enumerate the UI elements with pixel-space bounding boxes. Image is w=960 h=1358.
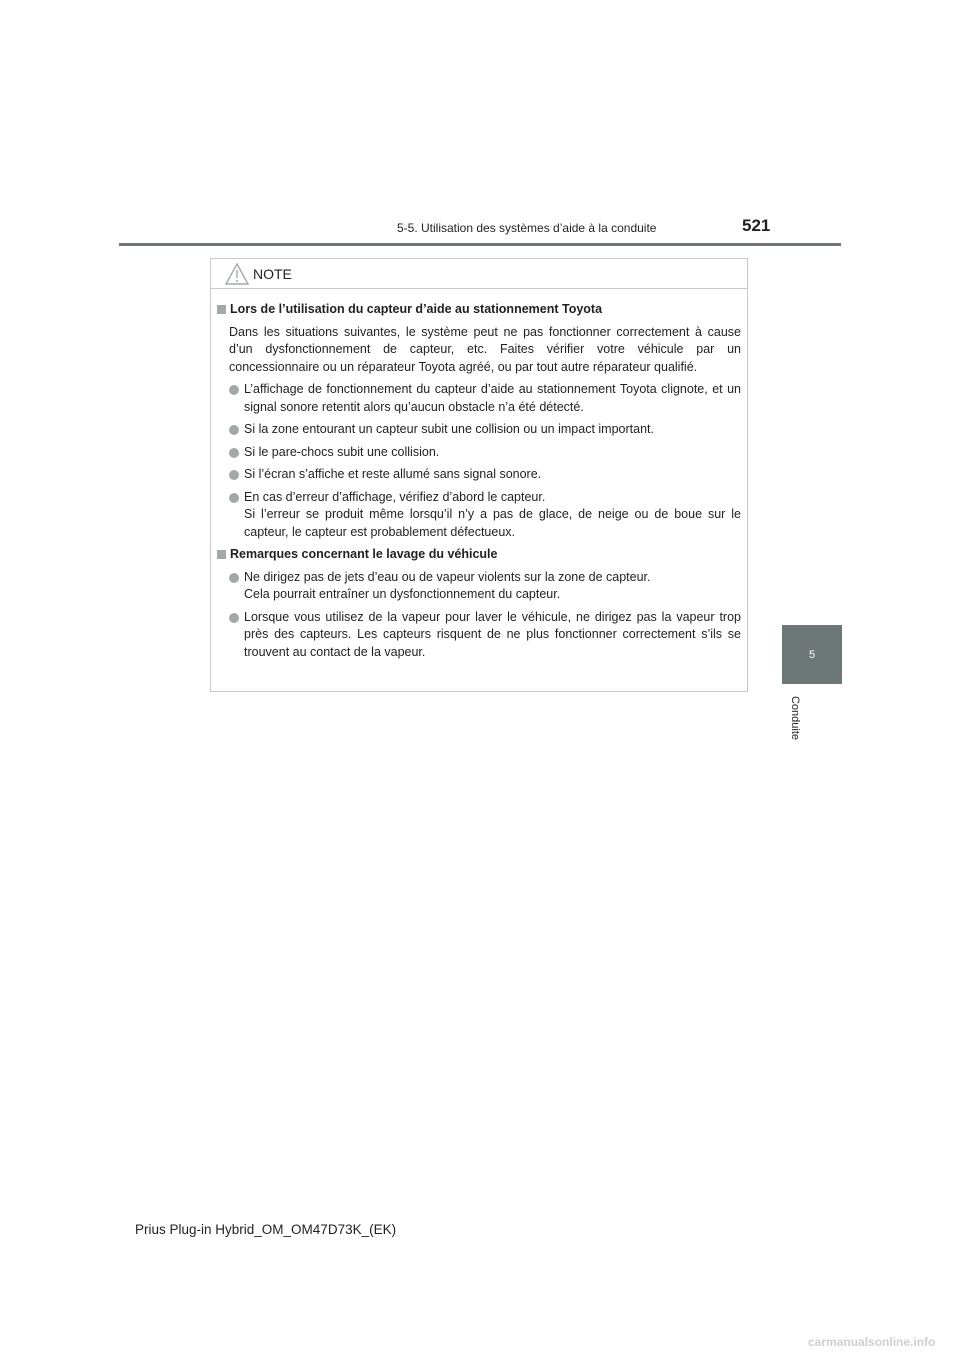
list-item bbox=[217, 569, 741, 604]
section-title: 5-5. Utilisation des systèmes d’aide à la conduite bbox=[397, 221, 657, 235]
square-bullet-icon bbox=[217, 305, 226, 314]
list-item-line: Ne dirigez pas de jets d’eau ou de vapeur violents sur la zone de capteur. bbox=[244, 569, 651, 584]
circle-bullet-icon bbox=[229, 613, 239, 623]
document-id: Prius Plug-in Hybrid_OM_OM47D73K_(EK) bbox=[135, 1222, 397, 1237]
note-title: NOTE bbox=[253, 265, 292, 282]
list-item bbox=[217, 421, 741, 439]
list-item-text bbox=[244, 444, 741, 462]
list-item-text bbox=[244, 569, 741, 604]
list-item bbox=[217, 444, 741, 462]
page-number: 521 bbox=[742, 216, 771, 235]
circle-bullet-icon bbox=[229, 573, 239, 583]
list-item bbox=[217, 489, 741, 542]
circle-bullet-icon bbox=[229, 493, 239, 503]
list-item-line: L’affichage de fonctionnement du capteur d’aide au stationnement Toyota clignote, et un signal sonore retentit alors qu’aucun obstacle n’a été détecté. bbox=[244, 382, 741, 414]
chapter-number: 5 bbox=[808, 648, 816, 661]
list-item bbox=[217, 609, 741, 662]
circle-bullet-icon bbox=[229, 425, 239, 435]
list-item-line: En cas d’erreur d’affichage, vérifiez d’abord le capteur. bbox=[244, 489, 546, 504]
note-body bbox=[211, 289, 747, 661]
section-paragraph: Dans les situations suivantes, le système peut ne pas fonctionner correctement à cause d’un dysfonctionnement de capteur, etc. Faites vérifier votre véhicule par un concessionnaire ou un réparateur Toyota agréé, ou par tout autre réparateur qualifié. bbox=[229, 324, 741, 374]
list-item-line: Si l’écran s’affiche et reste allumé sans signal sonore. bbox=[244, 467, 542, 481]
list-item-line: Lorsque vous utilisez de la vapeur pour laver le véhicule, ne dirigez pas la vapeur trop près des capteurs. Les capteurs risquent de ne plus fonctionner correctement s’ils se trouvent au contact de la vapeur. bbox=[244, 609, 741, 659]
note-box bbox=[210, 258, 748, 692]
warning-icon bbox=[225, 263, 249, 285]
list-item-line: Si la zone entourant un capteur subit une collision ou un impact important. bbox=[244, 422, 654, 436]
circle-bullet-icon bbox=[229, 470, 239, 480]
section-heading bbox=[217, 301, 741, 319]
chapter-label: Conduite bbox=[789, 695, 801, 741]
note-header bbox=[211, 259, 747, 289]
list-item-text bbox=[244, 421, 741, 439]
square-bullet-icon bbox=[217, 550, 226, 559]
section-heading-text: Remarques concernant le lavage du véhicule bbox=[230, 547, 498, 561]
list-item-line: Cela pourrait entraîner un dysfonctionnement du capteur. bbox=[244, 587, 561, 601]
list-item-line: Si l’erreur se produit même lorsqu’il n’y a pas de glace, de neige ou de boue sur le capteur, le capteur est probablement défectueux. bbox=[244, 507, 741, 539]
list-item-text bbox=[244, 609, 741, 662]
section-heading bbox=[217, 546, 741, 564]
list-item-text bbox=[244, 489, 741, 542]
list-item-text bbox=[244, 381, 741, 416]
header-rule bbox=[119, 243, 841, 246]
list-item-text bbox=[244, 466, 741, 484]
watermark[interactable]: carmanualsonline.info bbox=[808, 1335, 936, 1349]
section-heading-text: Lors de l’utilisation du capteur d’aide au stationnement Toyota bbox=[230, 302, 603, 316]
list-item bbox=[217, 466, 741, 484]
circle-bullet-icon bbox=[229, 448, 239, 458]
list-item bbox=[217, 381, 741, 416]
chapter-tab bbox=[782, 625, 842, 684]
circle-bullet-icon bbox=[229, 385, 239, 395]
list-item-line: Si le pare-chocs subit une collision. bbox=[244, 444, 440, 459]
